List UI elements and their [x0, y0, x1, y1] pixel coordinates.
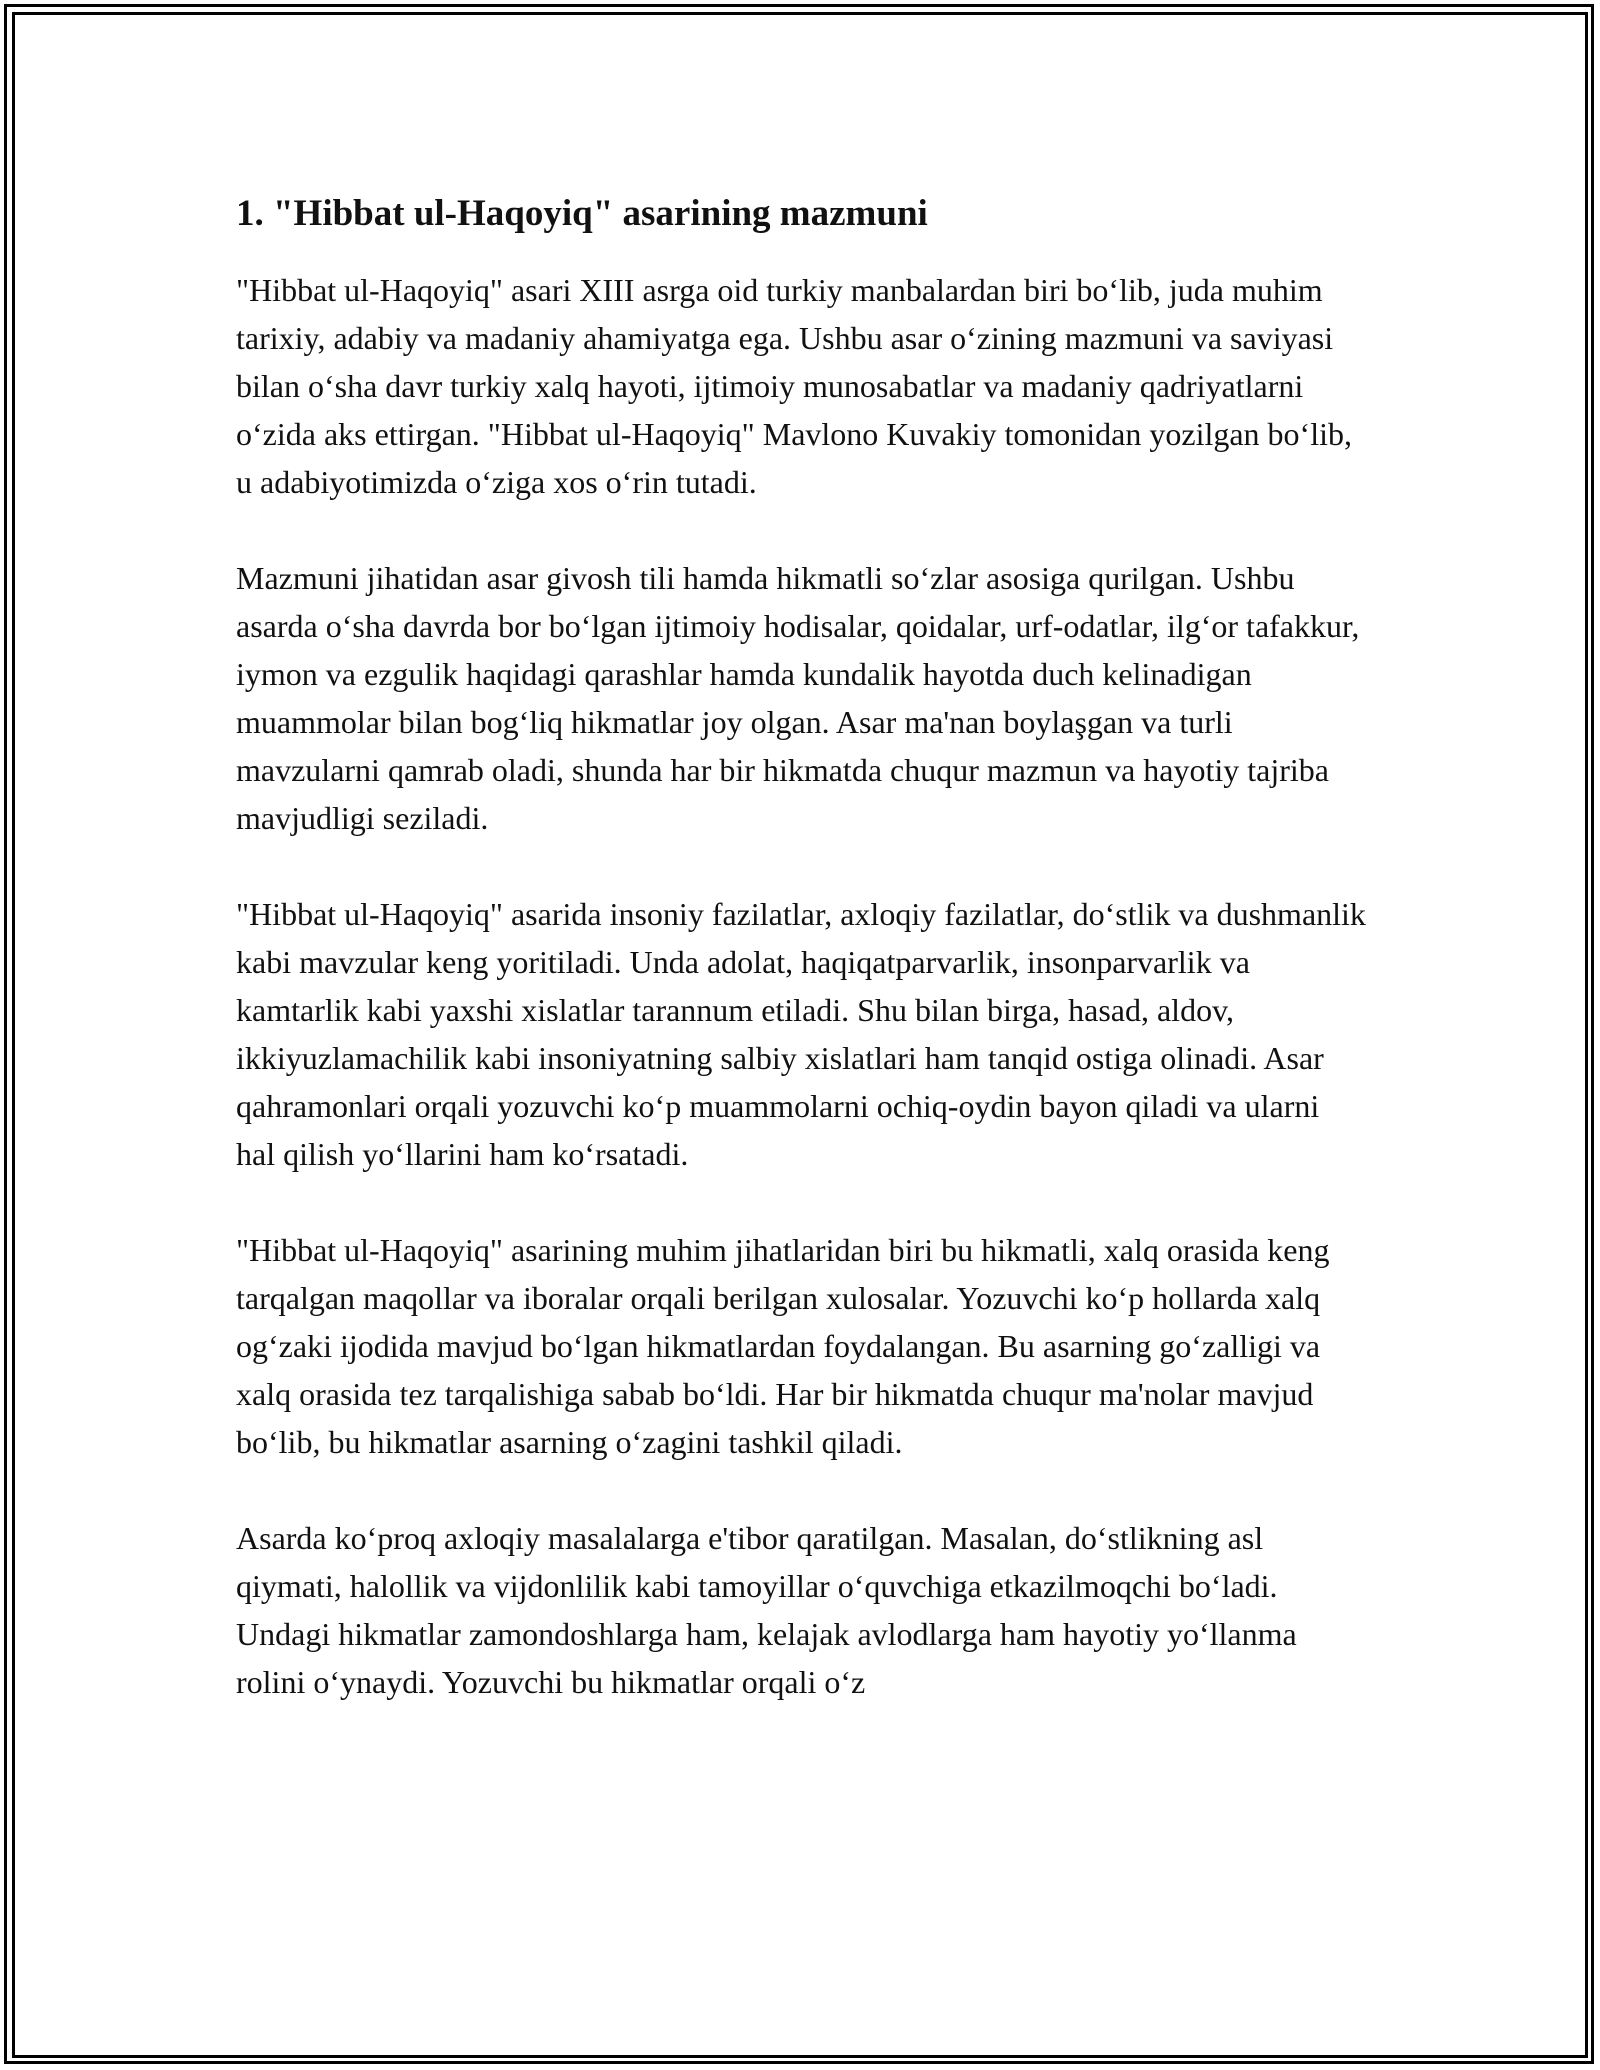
paragraph-2: Mazmuni jihatidan asar givosh tili hamda hikmatli soʻzlar asosiga qurilgan. Ushbu asarda oʻsha davrda bor boʻlgan ijtimoiy hodisalar, qoidalar, urf-odatlar, ilgʻor tafakkur, iymon va ezgulik haqidagi qarashlar hamda kundalik hayotda duch kelinadigan muammolar bilan bogʻliq hikmatlar joy olgan. Asar ma'nan boylaşgan va turli mavzularni qamrab oladi, shunda har bir hikmatda chuqur mazmun va hayotiy tajriba mavjudligi seziladi.: [236, 560, 1360, 836]
document-body: [236, 186, 1366, 1706]
paragraph-4: "Hibbat ul-Haqoyiq" asarining muhim jihatlaridan biri bu hikmatli, xalq orasida keng tarqalgan maqollar va iboralar orqali berilgan xulosalar. Yozuvchi koʻp hollarda xalq ogʻzaki ijodida mavjud boʻlgan hikmatlardan foydalangan. Bu asarning goʻzalligi va xalq orasida tez tarqalishiga sabab boʻldi. Har bir hikmatda chuqur ma'nolar mavjud boʻlib, bu hikmatlar asarning oʻzagini tashkil qiladi.: [236, 1232, 1330, 1460]
paragraph-5: Asarda koʻproq axloqiy masalalarga e'tibor qaratilgan. Masalan, doʻstlikning asl qiymati, halollik va vijdonlilik kabi tamoyillar oʻquvchiga etkazilmoqchi boʻladi. Undagi hikmatlar zamondoshlarga ham, kelajak avlodlarga ham hayotiy yoʻllanma rolini oʻynaydi. Yozuvchi bu hikmatlar orqali oʻz: [236, 1520, 1297, 1700]
paragraph-3: "Hibbat ul-Haqoyiq" asarida insoniy fazilatlar, axloqiy fazilatlar, doʻstlik va dushmanlik kabi mavzular keng yoritiladi. Unda adolat, haqiqatparvarlik, insonparvarlik va kamtarlik kabi yaxshi xislatlar tarannum etiladi. Shu bilan birga, hasad, aldov, ikkiyuzlamachilik kabi insoniyatning salbiy xislatlari ham tanqid ostiga olinadi. Asar qahramonlari orqali yozuvchi koʻp muammolarni ochiq-oydin bayon qiladi va ularni hal qilish yoʻllarini ham koʻrsatadi.: [236, 896, 1366, 1172]
section-heading: 1. "Hibbat ul-Haqoyiq" asarining mazmuni: [236, 193, 928, 234]
paragraph-1: "Hibbat ul-Haqoyiq" asari XIII asrga oid turkiy manbalardan biri boʻlib, juda muhim tarixiy, adabiy va madaniy ahamiyatga ega. Ushbu asar oʻzining mazmuni va saviyasi bilan oʻsha davr turkiy xalq hayoti, ijtimoiy munosabatlar va madaniy qadriyatlarni oʻzida aks ettirgan. "Hibbat ul-Haqoyiq" Mavlono Kuvakiy tomonidan yozilgan boʻlib, u adabiyotimizda oʻziga xos oʻrin tutadi.: [236, 272, 1352, 500]
